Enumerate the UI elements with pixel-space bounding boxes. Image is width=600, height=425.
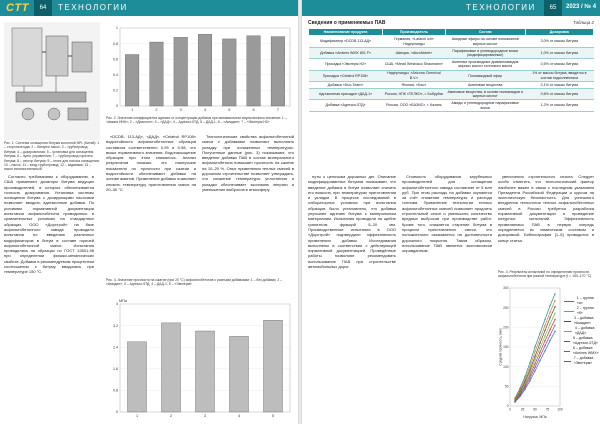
- table-cell: Добавка «Адгезол-5ТД»: [309, 100, 383, 111]
- table-number: Таблица 2: [573, 20, 594, 25]
- table-header-cell: Состав: [445, 29, 525, 36]
- x-axis-label: Нагрузка, МПа: [523, 415, 547, 419]
- data-point: [554, 319, 555, 320]
- data-point: [529, 366, 530, 367]
- data-point: [544, 345, 545, 346]
- left-page-number: 64: [34, 0, 52, 16]
- legend-label: 6 – добавка «Amines WMX»: [572, 346, 599, 355]
- data-point: [539, 351, 540, 352]
- table-row: [309, 100, 594, 111]
- x-tick-label: 2: [169, 414, 173, 418]
- table-row: [309, 47, 594, 58]
- right-paragraph-2: Стоимость оборудования зарубежных производителей для оснащения асфальтобетонного завода составляет от 5 млн руб. При этом расходы на добавки окупаются за счёт снижения температуры и расхода топлива. Применение технологии теплых асфальтобетонных смесей позволяет продлить строительный сезон и уменьшить количество вредных выбросов при производстве работ. Кроме того, снижается старение битума в процессе приготовления смеси, что положительно сказывается на долговечности дорожного покрытия. Таким образом, использование ПАВ является экономически оправданным.: [402, 174, 492, 254]
- table-cell: Полиамидный эфир: [445, 70, 525, 81]
- table-cell: 0,1% от массы битума: [525, 82, 593, 89]
- table-cell: Аминные производные диаминоамидов жирных кислот таллового масла: [445, 59, 525, 70]
- x-tick-label: 0: [509, 407, 511, 412]
- data-point: [539, 342, 540, 343]
- data-point: [554, 306, 555, 307]
- table-row: [309, 59, 594, 70]
- table-cell: 1,2% от массы битума: [525, 100, 593, 111]
- right-section-title: ТЕХНОЛОГИИ: [466, 3, 536, 12]
- legend-swatch: [564, 331, 572, 332]
- pump: [22, 108, 34, 120]
- legend-swatch: [564, 341, 570, 342]
- data-point: [549, 340, 550, 341]
- legend-swatch: [564, 321, 571, 322]
- bar: [195, 331, 214, 412]
- legend-item: [564, 336, 600, 346]
- legend-swatch: [564, 301, 574, 302]
- table-cell: Присадка «Celatrol RP108»: [309, 70, 383, 81]
- data-point: [529, 362, 530, 363]
- legend-item: [564, 306, 600, 316]
- right-text-column-2: [402, 174, 492, 420]
- x-tick-label: 4: [237, 414, 241, 418]
- left-paragraph-3: Технологические свойства асфальтобетонной смеси с добавками позволяют выполнять укладку при пониженных температурах. Полученные данные (рис. 3) показывают, что введение добавки ПАВ в состав минерального асфальтобетона повышает прочность на сжатие на 10–20 %. Опыт применения теплых смесей в дорожном строительстве позволяет утверждать, что снижение температуры уплотнения и укладки обеспечивает экономию энергии и уменьшение выбросов в атмосферу.: [202, 134, 294, 192]
- data-point: [534, 356, 535, 357]
- chart-loadcurve-svg: [498, 284, 562, 420]
- data-point: [519, 396, 520, 397]
- journal-logo: CTT: [6, 2, 29, 14]
- fig2-caption: Рис. 2. Значение коэффициента адгезии от концентрации добавок при минимальном эмульсионном значении: 1 – «Амини ИНК»; 2 – «Диаслон»; 3 – «ДАД»; 4 – Адгезол-5ТД; 5 – ДАД-1; 6 – «Амидин»; 7 – «Эвотерм Н2»: [106, 116, 287, 125]
- chart-strength: [106, 296, 294, 420]
- data-point: [524, 389, 525, 390]
- chart-adhesion-svg: [106, 22, 294, 114]
- table-cell: 0,6% от массы битума: [525, 89, 593, 100]
- table-row: [309, 89, 594, 100]
- fig1-caption: Рис. 1. Система оснащения битума колонной NPL (Китай): 1 – сторона входа; 2 – батарея насос; 3 – трубопровод битума; 4 – дозировочная; 5 – установка для оснащения битума; 6 – пульт управления; 7 – трубопровод горячего битума; 8 – сектор битума; 9 – отсек для насоса оснащения; 10 – насос; 11 – вход-трубопровод; 12 – задвижка; 13 – насос вспомогательный: [4, 141, 100, 172]
- right-paragraph-1: нуты к цепочкам дорожных дег. Описание модифицированных битумов показывает, что введение добавок в битум позволяет снизить его вязкость при температурах приготовления и укладки. В процессе исследований в лабораторных условиях при испытании образцов было установлено, что добавки улучшают адгезию битума к минеральным материалам. Испытания проводили на щебне гранитном фракций 5–20 мм. Производственные испытания в ООО «Дорстрой» подтвердили эффективность применения добавок. Исследования выполнены в соответствии с действующей нормативной документацией. Проведённые работы позволяют рекомендовать использование ПАВ при строительстве автомобильных дорог.: [308, 174, 396, 270]
- data-point: [549, 323, 550, 324]
- y-tick-label: 0: [116, 410, 118, 415]
- y-tick-label: 0.4: [113, 73, 118, 77]
- table-header-row: [309, 29, 594, 36]
- bar: [150, 42, 164, 106]
- right-page-number: 65: [544, 0, 562, 16]
- pipeline: [16, 92, 86, 102]
- y-tick-label: 4: [116, 302, 118, 307]
- x-tick-label: 4: [203, 108, 207, 112]
- data-point: [549, 312, 550, 313]
- bar: [127, 342, 146, 412]
- y-tick-label: 200: [503, 325, 509, 330]
- fig3-caption: Рис. 3. Значение прочности на сжатие (при 20 °С) асфальтобетонов с разными добавками: 1 – без добавки; 2 – «Амидин»; 3 – Адгезол-5ТД; 4 – ДАД-1; 5 – «Эвотерм»: [106, 278, 283, 287]
- y-tick-label: 150: [503, 345, 509, 350]
- pump-secondary: [48, 108, 60, 120]
- table-cell: Амиды и углеводородные парафиновые воски: [445, 100, 525, 111]
- left-text-column-1: [4, 174, 94, 420]
- equipment-diagram: [4, 22, 100, 140]
- table-title: Сведения о применяемых ПАВ: [308, 20, 386, 26]
- data-point: [544, 330, 545, 331]
- legend-label: 7 – добавка «Эвотерм»: [573, 356, 594, 365]
- legend-swatch: [564, 311, 574, 312]
- data-point: [554, 331, 555, 332]
- chart-adhesion: [106, 22, 294, 114]
- data-point: [549, 305, 550, 306]
- table-row: [309, 36, 594, 47]
- bar: [229, 336, 248, 412]
- data-point: [529, 375, 530, 376]
- y-tick-label: 1.6: [113, 367, 118, 371]
- right-text-column-1: [308, 174, 396, 420]
- data-point: [544, 340, 545, 341]
- legend-swatch: [564, 351, 570, 352]
- chart-strength-svg: [106, 296, 294, 420]
- table-cell: Россия, ООО «БАЗИС», г. Казань: [383, 100, 446, 111]
- x-tick-label: 5: [228, 108, 231, 112]
- table-row: [309, 82, 594, 89]
- table-cell: Адгезионная присадка «ДАД-1»: [309, 89, 383, 100]
- data-point: [534, 359, 535, 360]
- data-point: [549, 317, 550, 318]
- bar: [247, 36, 261, 106]
- table-cell: Аминовые вещества: [445, 82, 525, 89]
- table-header-cell: Производитель: [383, 29, 446, 36]
- bar: [161, 323, 180, 412]
- data-point: [554, 300, 555, 301]
- left-header-bar: [0, 0, 298, 16]
- legend-item: [564, 346, 600, 356]
- right-page: [302, 0, 600, 424]
- table-header-cell: Наименование продукта: [309, 29, 383, 36]
- table-cell: Аминовые вещества, в основе полиамидов и жирных кислот: [445, 89, 525, 100]
- data-point: [554, 312, 555, 313]
- data-point: [534, 370, 535, 371]
- y-tick-label: 250: [503, 305, 509, 310]
- x-tick-label: 25: [520, 407, 525, 412]
- table-cell: Япония, «Kao»: [383, 82, 446, 89]
- x-tick-label: 75: [545, 407, 550, 412]
- left-section-title: ТЕХНОЛОГИИ: [58, 3, 128, 12]
- y-tick-label: 50: [504, 384, 509, 389]
- legend-item: [564, 316, 600, 326]
- right-header-bar: [302, 0, 600, 16]
- x-tick-label: 5: [271, 414, 275, 418]
- left-paragraph-1: Согласно требованиям к оборудованию, в США применяют дозаторы битума ведущих производителей, в которых обеспечивается точность дозирования. Установка системы оснащения битума с дозирующими насосами позволяет вводить адгезионные добавки. По условиям нормативной документации испытания асфальтобетона проводились в сравнительных условиях на стандартных образцах. ООО «Дорстрой» на базе асфальтобетонного завода проводило испытания по введению различных модификаторов в битум в составе горячей асфальтобетонной смеси. Испытания проводились на образцах по ГОСТ 12801-98 при определении физико-механических свойств. Добавки в рекомендуемом процентном соотношении к битуму вводились при температуре 150 °С.: [4, 174, 94, 275]
- table-cell: Модификатор «DCDB 113-AД»: [309, 36, 383, 47]
- y-tick-label: 0.2: [113, 88, 118, 93]
- x-tick-label: 1: [135, 414, 139, 418]
- x-tick-label: 7: [276, 108, 279, 112]
- left-text-column-3: [202, 134, 294, 274]
- fig4-caption: Рис. 4. Результаты испытаний по определению прочности асфальтобетонов при разной температуре (t = 150–170 °С): [498, 270, 592, 279]
- data-point: [534, 351, 535, 352]
- table-cell: США, «Mead Westvaco Shaumann»: [383, 59, 446, 70]
- legend-item: [564, 356, 600, 366]
- table-cell: 1,0% от массы битума: [525, 47, 593, 58]
- bar: [198, 34, 212, 106]
- table-header-cell: Дозировка: [525, 29, 593, 36]
- table-cell: Добавка «Duo-Team»: [309, 82, 383, 89]
- legend-label: 5 – добавка «Адгезол-5ТД»: [572, 336, 598, 345]
- data-point: [524, 376, 525, 377]
- data-point: [549, 329, 550, 330]
- data-point: [534, 367, 535, 368]
- x-tick-label: 100: [557, 407, 563, 412]
- legend-label: 2 – группа «б»: [576, 306, 594, 315]
- table-cell: Германия, «Lafarch ich» Нидерланды: [383, 36, 446, 47]
- data-point: [529, 369, 530, 370]
- bitumen-tank: [12, 28, 42, 86]
- bar: [174, 37, 188, 106]
- equipment-diagram-svg: [4, 22, 100, 140]
- data-point: [544, 335, 545, 336]
- bar: [271, 37, 285, 106]
- y-tick-label: 100: [503, 364, 509, 369]
- data-point: [534, 346, 535, 347]
- y-tick-label: 300: [503, 286, 509, 291]
- data-point: [539, 333, 540, 334]
- y-tick-label: 0.6: [113, 57, 118, 62]
- table-cell: Россия, НПК «ТЕЛКО», г. Бобруйск: [383, 89, 446, 100]
- data-point: [539, 356, 540, 357]
- data-point: [539, 347, 540, 348]
- x-tick-label: 6: [252, 108, 255, 112]
- data-point: [549, 335, 550, 336]
- control-panel: [72, 42, 92, 72]
- table-cell: Добавка «Amines WMX 801 F»: [309, 47, 383, 58]
- data-point: [544, 350, 545, 351]
- y-axis-label: МПа: [119, 299, 128, 303]
- dosing-unit: [46, 36, 68, 76]
- left-text-column-2: [106, 134, 196, 274]
- legend-item: [564, 326, 600, 336]
- surfactants-table: [308, 28, 594, 112]
- table-row: [309, 70, 594, 81]
- bar: [222, 39, 236, 106]
- y-axis-label: Средняя прочность, (мм): [498, 328, 503, 366]
- legend-label: 1 – группа «а»: [576, 296, 594, 305]
- data-point: [514, 401, 515, 402]
- x-tick-label: 50: [533, 407, 537, 412]
- y-tick-label: 3.2: [113, 323, 118, 328]
- table-cell: Швеция, «AkzoNobel»: [383, 47, 446, 58]
- data-point: [554, 293, 555, 294]
- y-tick-label: 0: [116, 104, 118, 109]
- x-tick-label: 3: [203, 414, 207, 418]
- legend-swatch: [564, 361, 571, 362]
- table-cell: Амидные эфиры на основе полиаминов жирных кислот: [445, 36, 525, 47]
- bar: [125, 55, 139, 106]
- valve-block: [68, 108, 88, 120]
- data-point: [529, 372, 530, 373]
- data-point: [529, 377, 530, 378]
- chart-loadcurve-legend: [564, 296, 600, 366]
- data-point: [539, 338, 540, 339]
- y-tick-label: 0: [506, 404, 509, 409]
- left-page: [0, 0, 298, 424]
- data-point: [544, 319, 545, 320]
- table-cell: Присадка «Эвотерм Н2»: [309, 59, 383, 70]
- right-paragraph-3: увеличения строительного сезона. Следует особо отметить, что технологический фактор наиболее важен в связи с последним указанием Президента Российской Федерации и курсом на экологическую безопасность. Для успешного внедрения технологии теплых асфальтобетонных смесей в России требуется разработка нормативной документации и проведение натурных испытаний. Эффективность применяемых ПАВ в первую очередь определяется их химическим составом и дозировкой. Библиография [1–5] приводится в конце статьи.: [498, 174, 594, 243]
- legend-item: [564, 296, 600, 306]
- bar: [263, 320, 282, 412]
- issue-number: 2023 / № 4: [566, 4, 597, 10]
- data-point: [554, 325, 555, 326]
- table-cell: Нидерланды, «Arizona Chemical B.V.»: [383, 70, 446, 81]
- y-tick-label: 2.4: [113, 345, 118, 350]
- table-cell: Парафиновые и углеводородные воски (модифицированные): [445, 47, 525, 58]
- y-tick-label: 0.8: [113, 41, 118, 46]
- x-tick-label: 3: [179, 108, 182, 112]
- data-point: [544, 325, 545, 326]
- left-paragraph-2: «DCDB- 113-AД», «ДАД», «Celatrol RP108» водостойкость асфальтобетонных образцов составила соответственно 0,95 и 0,98, что выше нормативного значения. Водонасыщение образцов при этом снижалось. Анализ результатов показал, что наилучшие показатели по прочности при сжатии и водостойкости обеспечивают добавки на основе аминов. Применение добавок позволяет снизить температуру приготовления смеси на 20–30 °С.: [106, 134, 196, 192]
- table-cell: 1% от массы битума, вводится в состав подсолнечника: [525, 70, 593, 81]
- legend-label: 3 – добавка «Амидин»: [573, 316, 594, 325]
- y-tick-label: 0.8: [113, 388, 118, 393]
- chart-loadcurve: [498, 284, 562, 420]
- x-tick-label: 1: [131, 108, 134, 112]
- data-point: [529, 380, 530, 381]
- y-tick-label: 1: [116, 26, 118, 31]
- table-cell: 3,0% от массы битума: [525, 36, 593, 47]
- right-text-column-3: [498, 174, 594, 266]
- legend-label: 4 – добавка «ДАД»: [574, 326, 595, 335]
- data-point: [539, 360, 540, 361]
- table-cell: 0,5% от массы битума: [525, 59, 593, 70]
- x-tick-label: 2: [155, 108, 158, 112]
- data-point: [534, 363, 535, 364]
